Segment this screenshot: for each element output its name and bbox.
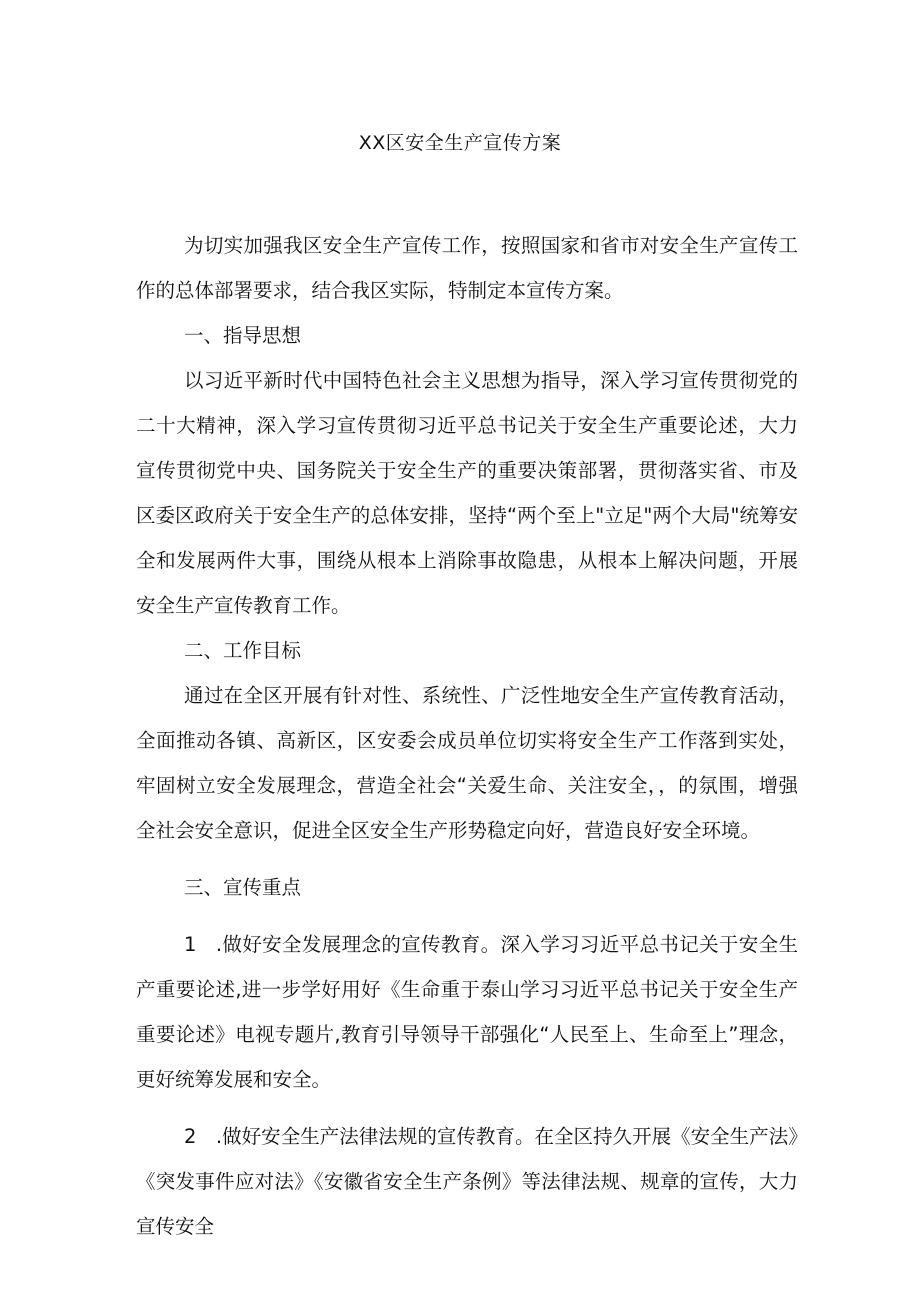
- focus-item-2-paragraph: 2 .做好安全生产法律法规的宣传教育。在全区持久开展《安全生产法》《突发事件应对法》《安徽省安全生产条例》等法律法规、规章的宣传，大力宣传安全: [136, 1125, 798, 1238]
- document-body: [136, 223, 798, 1249]
- section-heading-guiding-ideology: 一、指导思想: [184, 324, 302, 347]
- focus-item-1-paragraph: 1 .做好安全发展理念的宣传教育。深入学习习近平总书记关于安全生产重要论述,进一步学好用好《生命重于泰山学习习近平总书记关于安全生产重要论述》电视专题片,教育引导领导干部强化“人民至上、生命至上”理念，更好统筹发展和安全。: [136, 933, 798, 1091]
- guiding-ideology-paragraph: 以习近平新时代中国特色社会主义思想为指导，深入学习宣传贯彻党的二十大精神，深入学习宣传贯彻习近平总书记关于安全生产重要论述，大力宣传贯彻党中央、国务院关于安全生产的重要决策部署，贯彻落实省、市及区委区政府关于安全生产的总体安排，坚持“两个至上"立足"两个大局"统筹安全和发展两件大事，围绕从根本上消除事故隐患，从根本上解决问题，开展安全生产宣传教育工作。: [136, 369, 798, 617]
- section-heading-publicity-focus: 三、宣传重点: [184, 876, 302, 899]
- intro-paragraph: 为切实加强我区安全生产宣传工作，按照国家和省市对安全生产宣传工作的总体部署要求，结合我区实际，特制定本宣传方案。: [136, 234, 798, 302]
- document-title: XX区安全生产宣传方案: [358, 132, 562, 154]
- work-goals-paragraph: 通过在全区开展有针对性、系统性、广泛性地安全生产宣传教育活动，全面推动各镇、高新区，区安委会成员单位切实将安全生产工作落到实处，牢固树立安全发展理念，营造全社会“关爱生命、关注安全，，的氛围，增强全社会安全意识，促进全区安全生产形势稳定向好，营造良好安全环境。: [136, 684, 798, 842]
- section-heading-work-goals: 二、工作目标: [184, 639, 302, 662]
